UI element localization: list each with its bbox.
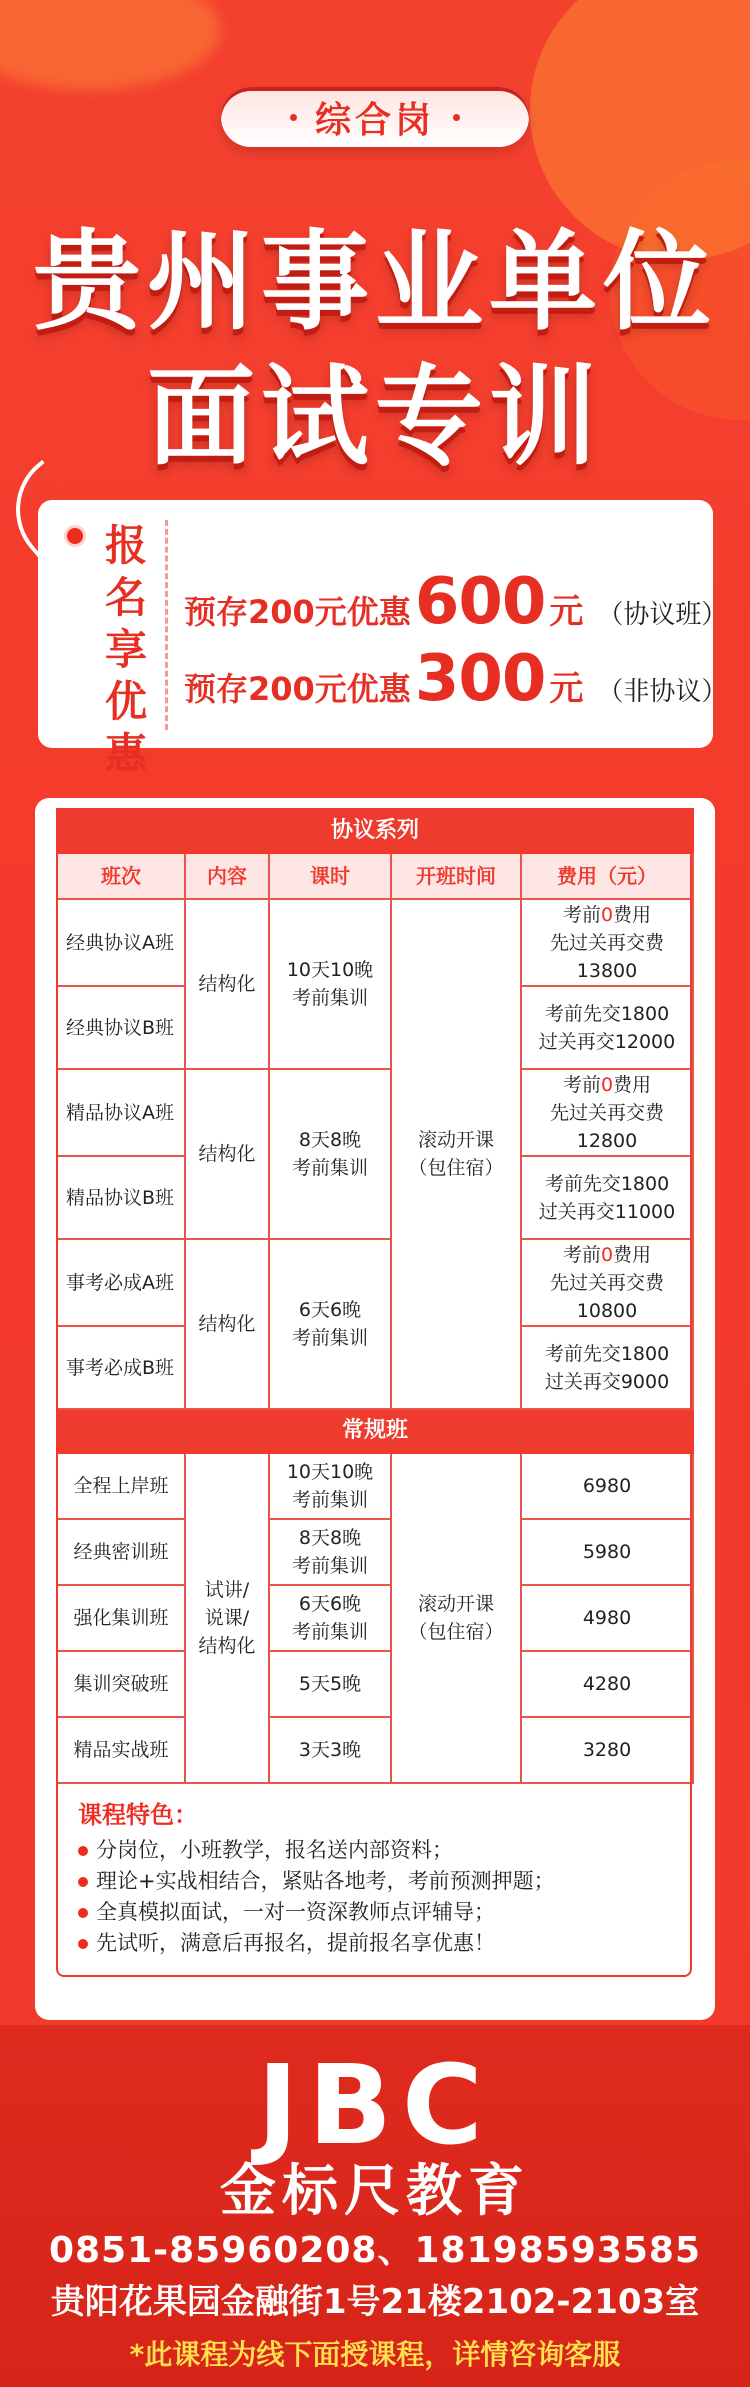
fee-zero: 0 bbox=[600, 1243, 614, 1266]
fee-cell bbox=[521, 1326, 693, 1409]
feature-item bbox=[78, 1866, 698, 1897]
footer-notice: *此课程为线下面授课程，详情咨询客服 bbox=[129, 2338, 621, 2371]
table-row bbox=[57, 1717, 693, 1783]
hours-cell bbox=[269, 1453, 391, 1519]
fee-cell bbox=[521, 899, 693, 986]
feature-item bbox=[78, 1928, 698, 1959]
promo-tag-char: 享 bbox=[104, 625, 147, 674]
start-line: （包住宿） bbox=[408, 1621, 504, 1643]
promo-note: （协议班） bbox=[597, 600, 728, 630]
header-fee: 费用（元） bbox=[521, 853, 693, 899]
fee-line: 先过关再交费 bbox=[550, 1271, 665, 1294]
hours-line: 6天6晚 bbox=[298, 1299, 362, 1321]
fee-line bbox=[522, 1241, 692, 1269]
promo-amount: 300 bbox=[414, 642, 546, 716]
logo-mark: JBC bbox=[257, 2041, 493, 2169]
promo-unit: 元 bbox=[549, 669, 584, 709]
hours-cell bbox=[269, 1069, 391, 1239]
feature-item bbox=[78, 1897, 698, 1928]
fee-cell bbox=[521, 986, 693, 1069]
table-row bbox=[57, 1585, 693, 1651]
course-features bbox=[78, 1800, 698, 1959]
category-badge-label: 综合岗 bbox=[314, 99, 435, 141]
start-line: （包住宿） bbox=[408, 1157, 504, 1179]
bullet-icon bbox=[78, 1908, 88, 1918]
fee-zero: 0 bbox=[600, 1073, 614, 1096]
hours-line: 8天8晚 bbox=[298, 1527, 362, 1549]
promo-tag-char: 优 bbox=[104, 677, 147, 726]
bullet-icon bbox=[78, 1939, 88, 1949]
fee-cell: 4280 bbox=[521, 1651, 693, 1717]
category-badge bbox=[221, 87, 529, 147]
dot-icon bbox=[290, 114, 297, 121]
dot-icon bbox=[453, 114, 460, 121]
feature-text: 分岗位，小班教学，报名送内部资料； bbox=[96, 1838, 453, 1862]
content-line: 结构化 bbox=[198, 1635, 256, 1657]
bullet-icon bbox=[78, 1877, 88, 1887]
feature-item bbox=[78, 1835, 698, 1866]
fee-line: 考前先交1800 bbox=[544, 1172, 670, 1195]
content-cell: 结构化 bbox=[185, 1239, 269, 1409]
fee-cell bbox=[521, 1069, 693, 1156]
fee-line bbox=[522, 901, 692, 929]
start-line: 滚动开课 bbox=[417, 1129, 494, 1151]
hours-cell: 3天3晚 bbox=[269, 1717, 391, 1783]
promo-note: （非协议） bbox=[597, 677, 728, 707]
fee-cell: 6980 bbox=[521, 1453, 693, 1519]
hours-line: 6天6晚 bbox=[298, 1593, 362, 1615]
fee-cell: 3280 bbox=[521, 1717, 693, 1783]
fee-line: 12800 bbox=[576, 1129, 638, 1152]
class-name: 经典协议A班 bbox=[57, 899, 185, 986]
fee-line: 13800 bbox=[576, 959, 638, 982]
bullet-icon bbox=[78, 1846, 88, 1856]
fee-line: 10800 bbox=[576, 1299, 638, 1322]
fee-line: 考前先交1800 bbox=[544, 1002, 670, 1025]
promo-tag-label bbox=[96, 520, 156, 780]
feature-text: 先试听，满意后再报名，提前报名享优惠！ bbox=[96, 1931, 495, 1955]
promo-prefix: 预存200元优惠 bbox=[184, 670, 411, 708]
hours-cell bbox=[269, 899, 391, 1069]
promo-line-nonprotocol bbox=[184, 642, 727, 716]
hours-line: 考前集训 bbox=[291, 1489, 368, 1511]
class-name: 精品实战班 bbox=[57, 1717, 185, 1783]
hours-line: 考前集训 bbox=[291, 1327, 368, 1349]
fee-line: 过关再交9000 bbox=[544, 1370, 670, 1393]
fee-cell bbox=[521, 1239, 693, 1326]
content-line: 说课/ bbox=[204, 1607, 250, 1629]
feature-text: 理论+实战相结合，紧贴各地考，考前预测押题； bbox=[96, 1869, 555, 1893]
start-cell bbox=[391, 1453, 521, 1783]
header-hours: 课时 bbox=[269, 853, 391, 899]
hours-cell bbox=[269, 1585, 391, 1651]
fee-text: 考前 bbox=[562, 1243, 601, 1266]
table-row bbox=[57, 1069, 693, 1156]
hours-line: 考前集训 bbox=[291, 987, 368, 1009]
start-line: 滚动开课 bbox=[417, 1593, 494, 1615]
logo-name: 金标尺教育 bbox=[220, 2159, 530, 2224]
fee-cell: 4980 bbox=[521, 1585, 693, 1651]
promo-unit: 元 bbox=[549, 592, 584, 632]
fee-cell: 5980 bbox=[521, 1519, 693, 1585]
promo-tag-char: 报 bbox=[104, 521, 147, 570]
class-name: 集训突破班 bbox=[57, 1651, 185, 1717]
hours-line: 10天10晚 bbox=[286, 1461, 374, 1483]
hours-line: 8天8晚 bbox=[298, 1129, 362, 1151]
tag-hole-icon bbox=[64, 525, 86, 547]
fee-line: 先过关再交费 bbox=[550, 1101, 665, 1124]
main-title-line2: 面试专训 bbox=[146, 355, 603, 480]
fee-zero: 0 bbox=[600, 903, 614, 926]
fee-line: 过关再交12000 bbox=[538, 1030, 676, 1053]
table-row bbox=[57, 1239, 693, 1326]
fee-text: 费用 bbox=[613, 1243, 652, 1266]
hours-line: 10天10晚 bbox=[286, 959, 374, 981]
contact-phone: 0851-85960208、18198593585 bbox=[48, 2230, 702, 2271]
class-name: 事考必成A班 bbox=[57, 1239, 185, 1326]
promo-tag-char: 惠 bbox=[104, 729, 147, 778]
class-name: 精品协议B班 bbox=[57, 1156, 185, 1239]
start-cell bbox=[391, 899, 521, 1409]
header-class: 班次 bbox=[57, 853, 185, 899]
header-start: 开班时间 bbox=[391, 853, 521, 899]
fee-line: 先过关再交费 bbox=[550, 931, 665, 954]
bg-glow-left bbox=[0, 0, 220, 90]
brand-logo bbox=[0, 2041, 750, 2224]
table-row bbox=[57, 1519, 693, 1585]
class-name: 经典协议B班 bbox=[57, 986, 185, 1069]
fee-line: 考前先交1800 bbox=[544, 1342, 670, 1365]
table-row bbox=[57, 1651, 693, 1717]
section-title-protocol: 协议系列 bbox=[57, 809, 693, 853]
class-name: 经典密训班 bbox=[57, 1519, 185, 1585]
content-cell bbox=[185, 1453, 269, 1783]
hours-line: 考前集训 bbox=[291, 1621, 368, 1643]
fee-text: 费用 bbox=[613, 903, 652, 926]
table-row bbox=[57, 899, 693, 986]
promo-prefix: 预存200元优惠 bbox=[184, 593, 411, 631]
hours-cell: 5天5晚 bbox=[269, 1651, 391, 1717]
class-name: 事考必成B班 bbox=[57, 1326, 185, 1409]
hours-cell bbox=[269, 1519, 391, 1585]
promo-tag-char: 名 bbox=[104, 573, 147, 622]
fee-cell bbox=[521, 1156, 693, 1239]
promo-divider bbox=[165, 520, 168, 730]
class-name: 全程上岸班 bbox=[57, 1453, 185, 1519]
class-name: 精品协议A班 bbox=[57, 1069, 185, 1156]
header-content: 内容 bbox=[185, 853, 269, 899]
promo-line-protocol bbox=[184, 565, 727, 639]
feature-text: 全真模拟面试，一对一资深教师点评辅导； bbox=[96, 1900, 495, 1924]
content-cell: 结构化 bbox=[185, 899, 269, 1069]
class-name: 强化集训班 bbox=[57, 1585, 185, 1651]
fee-line: 过关再交11000 bbox=[538, 1200, 676, 1223]
hours-cell bbox=[269, 1239, 391, 1409]
fee-text: 费用 bbox=[613, 1073, 652, 1096]
features-title: 课程特色： bbox=[78, 1801, 198, 1829]
fee-text: 考前 bbox=[562, 903, 601, 926]
course-table bbox=[56, 808, 692, 1784]
fee-line bbox=[522, 1071, 692, 1099]
promo-amount: 600 bbox=[414, 565, 546, 639]
content-cell: 结构化 bbox=[185, 1069, 269, 1239]
table-row bbox=[57, 1453, 693, 1519]
content-line: 试讲/ bbox=[204, 1579, 250, 1601]
hours-line: 考前集训 bbox=[291, 1555, 368, 1577]
hours-line: 考前集训 bbox=[291, 1157, 368, 1179]
fee-text: 考前 bbox=[562, 1073, 601, 1096]
section-title-regular: 常规班 bbox=[57, 1409, 693, 1453]
main-title-line1: 贵州事业单位 bbox=[32, 220, 717, 345]
contact-address: 贵阳花果园金融街1号21楼2102-2103室 bbox=[50, 2282, 700, 2322]
